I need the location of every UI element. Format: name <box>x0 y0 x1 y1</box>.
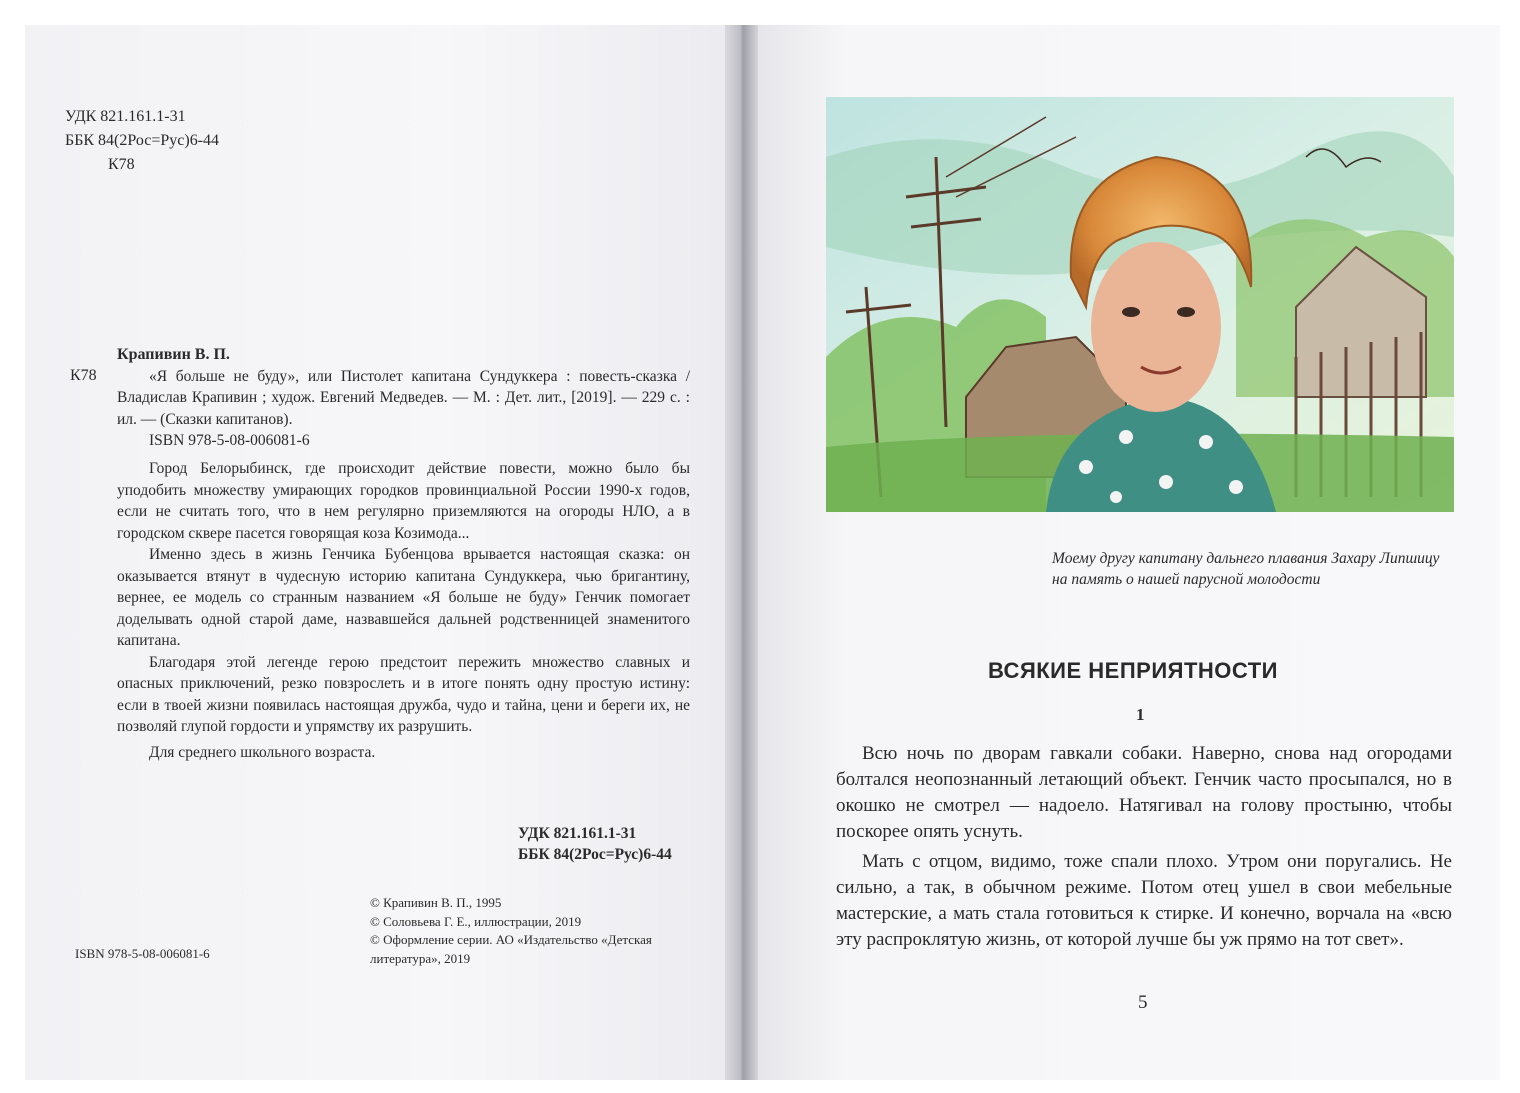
bbk-code-bottom: ББК 84(2Рос=Рус)6-44 <box>518 846 672 863</box>
chapter-text <box>836 741 1452 953</box>
annotation-paragraph: Благодаря этой легенде герою предстоит пережить множество славных и опасных приключений, резко повзрослеть и в итоге понять одну простую истину: если в твоей жизни появилась настоящая дружба, чудо и тайна, цени и береги их, не позволяй глупой гордости и упрямству их разрушить. <box>117 653 690 735</box>
author-mark-margin: К78 <box>70 367 97 384</box>
copyright-line: © Соловьева Г. Е., иллюстрации, 2019 <box>370 913 582 929</box>
bibliographic-record <box>117 344 690 452</box>
record-description: «Я больше не буду», или Пистолет капитана Сундуккера : повесть-сказка / Владислав Крапивин ; худож. Евгений Медведев. — М. : Дет. лит., [2019]. — 229 с. : ил. — (Сказки капитанов). <box>117 367 690 428</box>
author-mark-top: К78 <box>108 156 135 173</box>
annotation-paragraph: Именно здесь в жизнь Генчика Бубенцова врывается настоящая сказка: он оказывается втянут в чудесную историю капитана Сундуккера, чью бригантину, вернее, ее модель со странным названием «Я больше не буду» Генчик помогает доделывать одной старой даме, назвавшейся дальней родственницей знаменитого капитана. <box>117 546 690 649</box>
chapter-paragraph: Всю ночь по дворам гавкали собаки. Наверно, снова над огородами болтался неопознанный летающий объект. Генчик часто просыпался, но в окошко не смотрел — надоело. Натягивал на голову простыню, чтобы поскорее опять уснуть. <box>836 743 1452 842</box>
udk-code-bottom: УДК 821.161.1-31 <box>518 825 637 842</box>
copyright-block <box>370 894 690 968</box>
annotation <box>117 458 690 763</box>
chapter-title: ВСЯКИЕ НЕПРИЯТНОСТИ <box>988 658 1278 683</box>
chapter-illustration <box>826 97 1454 512</box>
record-isbn: ISBN 978-5-08-006081-6 <box>149 432 310 449</box>
face <box>1091 242 1221 412</box>
book-gutter <box>725 25 758 1080</box>
record-author: Крапивин В. П. <box>117 346 230 363</box>
udk-code-top: УДК 821.161.1-31 <box>65 108 186 125</box>
bbk-code-top: ББК 84(2Рос=Рус)6-44 <box>65 132 220 149</box>
chapter-number: 1 <box>1136 705 1145 724</box>
classification-codes-bottom <box>518 823 672 865</box>
chapter-paragraph: Мать с отцом, видимо, тоже спали плохо. Утром они поругались. Не сильно, а так, в обычном режиме. Потом отец ушел в свои мебельные мастерские, а мать стала готовиться к стирке. И конечно, ворчала на «всю эту распроклятую жизнь, от которой лучше бы уж прямо на тот свет». <box>836 851 1452 950</box>
annotation-audience: Для среднего школьного возраста. <box>149 743 376 761</box>
copyright-line: © Крапивин В. П., 1995 <box>370 895 502 910</box>
annotation-paragraph: Город Белорыбинск, где происходит действие повести, можно было бы уподобить множеству умирающих городков провинциальной России 1990-х годов, если не считать того, что в нем регулярно приземляются на огороды НЛО, а в городском сквере пасется говорящая коза Козимода... <box>117 460 690 542</box>
page-number: 5 <box>1138 992 1148 1013</box>
copyright-line: © Оформление серии. АО «Издательство «Детская литература», 2019 <box>370 932 652 966</box>
epigraph: Моему другу капитану дальнего плавания Захару Липшицу на память о нашей парусной молодости <box>1052 550 1440 588</box>
isbn-bottom: ISBN 978-5-08-006081-6 <box>75 946 210 961</box>
